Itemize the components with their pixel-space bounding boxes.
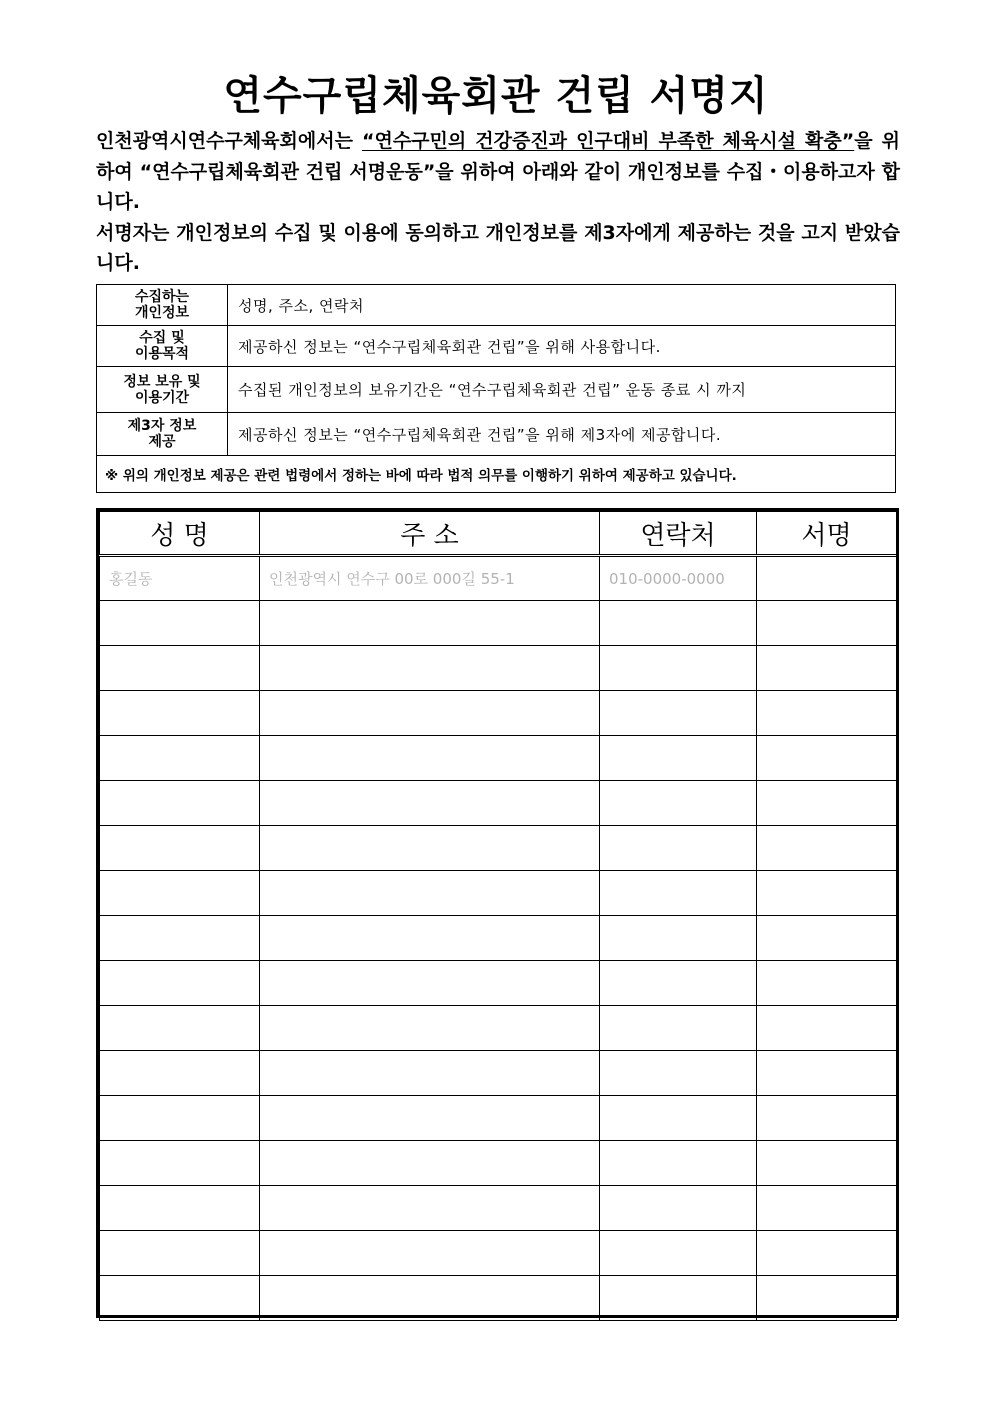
- example-address[interactable]: 인천광역시 연수구 00로 000길 55-1: [260, 556, 600, 601]
- info-label: 정보 보유 및 이용기간: [97, 367, 228, 413]
- address-cell[interactable]: [260, 1276, 600, 1321]
- contact-cell[interactable]: [600, 1051, 757, 1096]
- address-cell[interactable]: [260, 1231, 600, 1276]
- name-cell[interactable]: [100, 1096, 260, 1141]
- header-name: 성 명: [100, 512, 260, 556]
- signature-cell[interactable]: [757, 1276, 897, 1321]
- contact-cell[interactable]: [600, 916, 757, 961]
- signature-row: [100, 736, 897, 781]
- signature-cell[interactable]: [757, 1006, 897, 1051]
- example-row: [100, 556, 897, 601]
- page-title: 연수구립체육회관 건립 서명지: [223, 73, 769, 119]
- signature-cell[interactable]: [757, 1051, 897, 1096]
- info-value: 성명, 주소, 연락처: [228, 285, 896, 326]
- address-cell[interactable]: [260, 916, 600, 961]
- signature-cell[interactable]: [757, 1231, 897, 1276]
- contact-cell[interactable]: [600, 691, 757, 736]
- name-cell[interactable]: [100, 1006, 260, 1051]
- privacy-info-table: [96, 284, 896, 493]
- info-value: 제공하신 정보는 “연수구립체육회관 건립”을 위해 사용합니다.: [228, 326, 896, 367]
- contact-cell[interactable]: [600, 826, 757, 871]
- signature-row: [100, 1276, 897, 1321]
- info-row: [97, 367, 896, 413]
- signature-row: [100, 1231, 897, 1276]
- signature-cell[interactable]: [757, 916, 897, 961]
- address-cell[interactable]: [260, 1051, 600, 1096]
- info-label: 수집하는 개인정보: [97, 285, 228, 326]
- info-row: [97, 413, 896, 456]
- intro-p1-underlined: “연수구민의 건강증진과 인구대비 부족한 체육시설 확충”: [361, 130, 855, 152]
- info-value: 제공하신 정보는 “연수구립체육회관 건립”을 위해 제3자에 제공합니다.: [228, 413, 896, 456]
- name-cell[interactable]: [100, 601, 260, 646]
- example-signature[interactable]: [757, 556, 897, 601]
- name-cell[interactable]: [100, 736, 260, 781]
- contact-cell[interactable]: [600, 781, 757, 826]
- signature-cell[interactable]: [757, 646, 897, 691]
- signature-row: [100, 601, 897, 646]
- intro-paragraph-1: [96, 126, 900, 218]
- address-cell[interactable]: [260, 601, 600, 646]
- info-note-row: [97, 456, 896, 493]
- signature-cell[interactable]: [757, 781, 897, 826]
- name-cell[interactable]: [100, 1276, 260, 1321]
- intro-paragraph-2: 서명자는 개인정보의 수집 및 이용에 동의하고 개인정보를 제3자에게 제공하는 것을 고지 받았습니다.: [96, 221, 900, 274]
- signature-cell[interactable]: [757, 826, 897, 871]
- signature-header-row: [100, 512, 897, 556]
- intro-text: [96, 126, 900, 279]
- intro-p1-start: 인천광역시연수구체육회에서는: [96, 130, 362, 152]
- address-cell[interactable]: [260, 736, 600, 781]
- address-cell[interactable]: [260, 691, 600, 736]
- info-row: [97, 285, 896, 326]
- signature-row: [100, 826, 897, 871]
- signature-cell[interactable]: [757, 961, 897, 1006]
- info-value: 수집된 개인정보의 보유기간은 “연수구립체육회관 건립” 운동 종료 시 까지: [228, 367, 896, 413]
- header-address: 주 소: [260, 512, 600, 556]
- signature-cell[interactable]: [757, 1096, 897, 1141]
- signature-cell[interactable]: [757, 1186, 897, 1231]
- signature-row: [100, 1096, 897, 1141]
- info-label: 수집 및 이용목적: [97, 326, 228, 367]
- name-cell[interactable]: [100, 646, 260, 691]
- name-cell[interactable]: [100, 781, 260, 826]
- contact-cell[interactable]: [600, 1186, 757, 1231]
- signature-row: [100, 1006, 897, 1051]
- signature-row: [100, 871, 897, 916]
- contact-cell[interactable]: [600, 1231, 757, 1276]
- address-cell[interactable]: [260, 1141, 600, 1186]
- signature-cell[interactable]: [757, 736, 897, 781]
- signature-cell[interactable]: [757, 601, 897, 646]
- signature-row: [100, 1186, 897, 1231]
- signature-table: [96, 508, 899, 1318]
- name-cell[interactable]: [100, 1186, 260, 1231]
- contact-cell[interactable]: [600, 1096, 757, 1141]
- header-contact: 연락처: [600, 512, 757, 556]
- contact-cell[interactable]: [600, 1141, 757, 1186]
- signature-row: [100, 691, 897, 736]
- address-cell[interactable]: [260, 826, 600, 871]
- contact-cell[interactable]: [600, 961, 757, 1006]
- signature-row: [100, 781, 897, 826]
- address-cell[interactable]: [260, 646, 600, 691]
- address-cell[interactable]: [260, 1186, 600, 1231]
- address-cell[interactable]: [260, 781, 600, 826]
- address-cell[interactable]: [260, 871, 600, 916]
- intro-p1-rest: 을 위하여 “연수구립체육회관 건립 서명운동”을 위하여 아래와 같이 개인정보를 수집・이용하고자 합니다.: [96, 130, 900, 213]
- name-cell[interactable]: [100, 1141, 260, 1186]
- signature-row: [100, 916, 897, 961]
- contact-cell[interactable]: [600, 1006, 757, 1051]
- address-cell[interactable]: [260, 1096, 600, 1141]
- signature-cell[interactable]: [757, 1141, 897, 1186]
- name-cell[interactable]: [100, 691, 260, 736]
- info-row: [97, 326, 896, 367]
- signature-row: [100, 646, 897, 691]
- contact-cell[interactable]: [600, 736, 757, 781]
- contact-cell[interactable]: [600, 1276, 757, 1321]
- signature-cell[interactable]: [757, 871, 897, 916]
- info-label: 제3자 정보 제공: [97, 413, 228, 456]
- signature-cell[interactable]: [757, 691, 897, 736]
- example-contact[interactable]: 010-0000-0000: [600, 556, 757, 601]
- name-cell[interactable]: [100, 916, 260, 961]
- example-name[interactable]: 홍길동: [100, 556, 260, 601]
- name-cell[interactable]: [100, 961, 260, 1006]
- signature-row: [100, 1141, 897, 1186]
- name-cell[interactable]: [100, 871, 260, 916]
- contact-cell[interactable]: [600, 646, 757, 691]
- name-cell[interactable]: [100, 1051, 260, 1096]
- address-cell[interactable]: [260, 1006, 600, 1051]
- signature-row: [100, 1051, 897, 1096]
- address-cell[interactable]: [260, 961, 600, 1006]
- contact-cell[interactable]: [600, 871, 757, 916]
- info-note: ※ 위의 개인정보 제공은 관련 법령에서 정하는 바에 따라 법적 의무를 이행하기 위하여 제공하고 있습니다.: [97, 456, 896, 493]
- header-signature: 서명: [757, 512, 897, 556]
- name-cell[interactable]: [100, 826, 260, 871]
- contact-cell[interactable]: [600, 601, 757, 646]
- signature-row: [100, 961, 897, 1006]
- name-cell[interactable]: [100, 1231, 260, 1276]
